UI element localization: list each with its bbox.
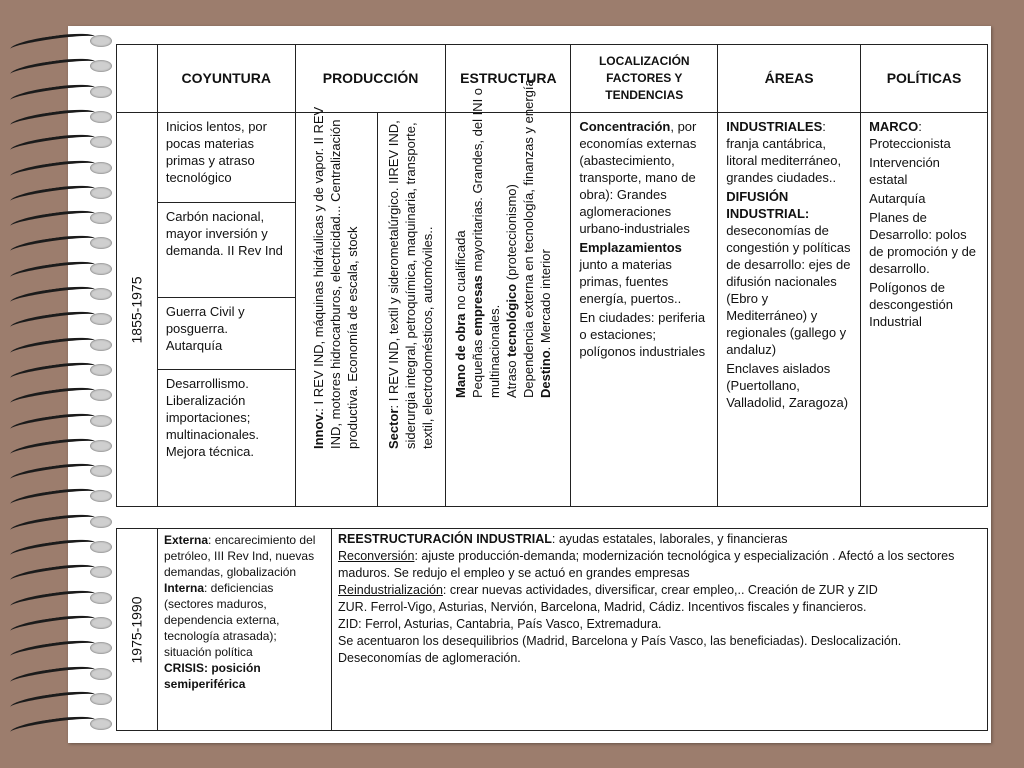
peq-text: Pequeñas: [470, 335, 486, 398]
spiral-coil: [10, 511, 110, 535]
estructura-cell: [446, 79, 571, 507]
politicas-cell: [861, 113, 988, 507]
spiral-coil: [10, 232, 110, 256]
header-areas: ÁREAS: [718, 45, 861, 113]
header-localizacion-line: FACTORES Y: [606, 71, 683, 85]
header-politicas: POLÍTICAS: [861, 45, 988, 113]
period-label: 1855-1975: [128, 276, 145, 343]
politica-item: Polígonos de descongestión Industrial: [869, 280, 953, 329]
spiral-coil: [10, 688, 110, 712]
coyuntura-row: Guerra Civil y posguerra. Autarquía: [157, 298, 295, 370]
spiral-coil: [10, 106, 110, 130]
multi-text: multinacionales.: [487, 304, 503, 398]
spiral-coil: [10, 182, 110, 206]
sector-label: Sector: [385, 408, 401, 449]
spiral-coil: [10, 587, 110, 611]
spiral-coil: [10, 410, 110, 434]
dif-text: deseconomías de congestión y políticas de desarrollo: ejes de difusión nacionales (Ebro y Mediterráneo) y regionales (gallego y andaluz): [726, 223, 851, 357]
header-localizacion-line: TENDENCIAS: [605, 88, 684, 102]
produccion-sector-cell: [377, 113, 446, 507]
innov-line: productiva. Economía de escala, stock: [345, 226, 361, 449]
header-empty: [117, 45, 158, 113]
spiral-coil: [10, 485, 110, 509]
ind-text: : franja cantábrica, litoral mediterráneo, grandes ciudades..: [726, 119, 842, 185]
politica-item: Planes de Desarrollo: polos de promoción y de desarrollo.: [869, 210, 977, 276]
localizacion-cell: [571, 113, 718, 507]
politica-item: Proteccionista: [869, 136, 951, 151]
desequilibrios-text: Se acentuaron los desequilibrios (Madrid, Barcelona y País Vasco, las beneficiadas). Deslocalización. Deseconomías de aglomeración.: [338, 634, 902, 665]
reconv-label: Reconversión: [338, 549, 415, 563]
produccion-innov-cell: [295, 106, 377, 507]
header-produccion: PRODUCCIÓN: [295, 45, 446, 113]
industry-table-1855-1975: [116, 44, 988, 507]
enclaves-text: Enclaves aislados (Puertollano, Valladolid, Zaragoza): [726, 361, 849, 410]
spiral-coil: [10, 30, 110, 54]
sector-line: textil, electrodomésticos, automóviles..: [419, 226, 435, 449]
period-cell: [117, 113, 158, 507]
spiral-coil: [10, 460, 110, 484]
mano-text: no cualificada: [453, 230, 469, 314]
innov-line: : I REV IND, máquinas hidráulicas y de vapor. II REV: [311, 106, 327, 412]
reind-label: Reindustrialización: [338, 583, 443, 597]
reconv-text: : ajuste producción-demanda; modernización tecnológica y especialización . Afectó a los sectores maduros. Se redujo el empleo y se actuó en grandes empresas: [338, 549, 955, 580]
period-label-2: 1975-1990: [128, 596, 145, 663]
header-localizacion-line: LOCALIZACIÓN: [598, 54, 690, 68]
conc-label: Concentración: [579, 119, 671, 134]
empl-text: junto a materias primas, fuentes energía, puertos..: [579, 257, 682, 306]
spiral-coil: [10, 536, 110, 560]
atraso-text: Atraso: [504, 356, 520, 398]
spiral-coil: [10, 561, 110, 585]
areas-cell: [718, 113, 861, 507]
marco-text: :: [918, 119, 922, 134]
coyuntura-row: Carbón nacional, mayor inversión y demanda. II Rev Ind: [157, 203, 295, 298]
sector-line: siderurgia integral, petroquímica, maquinaria, transporte,: [402, 122, 418, 449]
spiral-coil: [10, 283, 110, 307]
mano-label: Mano de obra: [453, 313, 469, 398]
ind-label: INDUSTRIALES: [726, 119, 823, 134]
dif-label: DIFUSIÓN INDUSTRIAL:: [726, 189, 810, 221]
spiral-coil: [10, 384, 110, 408]
spiral-coil: [10, 308, 110, 332]
spiral-coil: [10, 359, 110, 383]
peq-bold: empresas: [470, 275, 486, 336]
dependencia-text: Dependencia externa en tecnología, finanzas y energía: [521, 79, 537, 398]
spiral-coil: [10, 334, 110, 358]
produccion-innov-text: [310, 107, 361, 449]
header-localizacion: [571, 45, 718, 113]
interna-text: : deficiencias (sectores maduros, dependencia externa, tecnología atrasada); situación política: [164, 581, 280, 659]
header-estructura: ESTRUCTURA: [446, 45, 571, 113]
reestr-text: : ayudas estatales, laborales, y financieras: [551, 532, 788, 546]
header-coyuntura: COYUNTURA: [157, 45, 295, 113]
spiral-coil: [10, 207, 110, 231]
conc-text: , por economías externas (abastecimiento, transporte, mano de obra): Grandes aglomeraciones urbano-industriales: [579, 119, 697, 236]
atraso-bold: tecnológico: [504, 283, 520, 357]
externa-label: Externa: [164, 533, 209, 547]
coyuntura-row: Inicios lentos, por pocas materias primas y atraso tecnológico: [157, 113, 295, 203]
zur-text: ZUR. Ferrol-Vigo, Asturias, Nervión, Barcelona, Madrid, Cádiz. Incentivos fiscales y financieros.: [338, 600, 867, 614]
causas-cell: [158, 529, 332, 731]
reestr-label: REESTRUCTURACIÓN INDUSTRIAL: [338, 532, 552, 546]
spiral-coil: [10, 713, 110, 737]
innov-label: Innov.: [311, 411, 327, 449]
spiral-binding: [0, 30, 110, 740]
industry-table-1975-1990: [116, 528, 988, 731]
estructura-text: [452, 79, 554, 398]
period-cell-2: [117, 529, 158, 731]
destino-label: Destino: [538, 350, 554, 398]
spiral-coil: [10, 612, 110, 636]
destino-text: . Mercado interior: [538, 249, 554, 351]
spiral-coil: [10, 131, 110, 155]
spiral-coil: [10, 55, 110, 79]
produccion-sector-text: [385, 120, 436, 449]
atraso-text: (proteccionismo): [504, 184, 520, 284]
politica-item: Intervención estatal: [869, 155, 940, 187]
spiral-coil: [10, 81, 110, 105]
innov-line: IND, motores hidrocarburos, electricidad... Centralización: [328, 119, 344, 449]
spiral-coil: [10, 258, 110, 282]
spiral-coil: [10, 637, 110, 661]
crisis-text: CRISIS: posición semiperiférica: [164, 661, 261, 691]
externa-text: : encarecimiento del petróleo, III Rev Ind, nuevas demandas, globalización: [164, 533, 316, 579]
reestructuracion-cell: [332, 529, 988, 731]
peq-text: mayoritarias. Grandes, del INI o: [470, 87, 486, 276]
reind-text: : crear nuevas actividades, diversificar, crear empleo,.. Creación de ZUR y ZID: [442, 583, 878, 597]
interna-label: Interna: [164, 581, 205, 595]
spiral-coil: [10, 435, 110, 459]
coyuntura-row: Desarrollismo. Liberalización importaciones; multinacionales. Mejora técnica.: [157, 370, 295, 507]
zid-text: ZID: Ferrol, Asturias, Cantabria, País Vasco, Extremadura.: [338, 617, 662, 631]
empl-label: Emplazamientos: [579, 240, 682, 255]
marco-label: MARCO: [869, 119, 919, 134]
spiral-coil: [10, 157, 110, 181]
sector-line: : I REV IND, textil y siderometalúrgico. IIREV IND,: [385, 120, 401, 409]
spiral-coil: [10, 663, 110, 687]
politica-item: Autarquía: [869, 191, 926, 206]
ciudades-text: En ciudades: periferia o estaciones; polígonos industriales: [579, 310, 706, 359]
